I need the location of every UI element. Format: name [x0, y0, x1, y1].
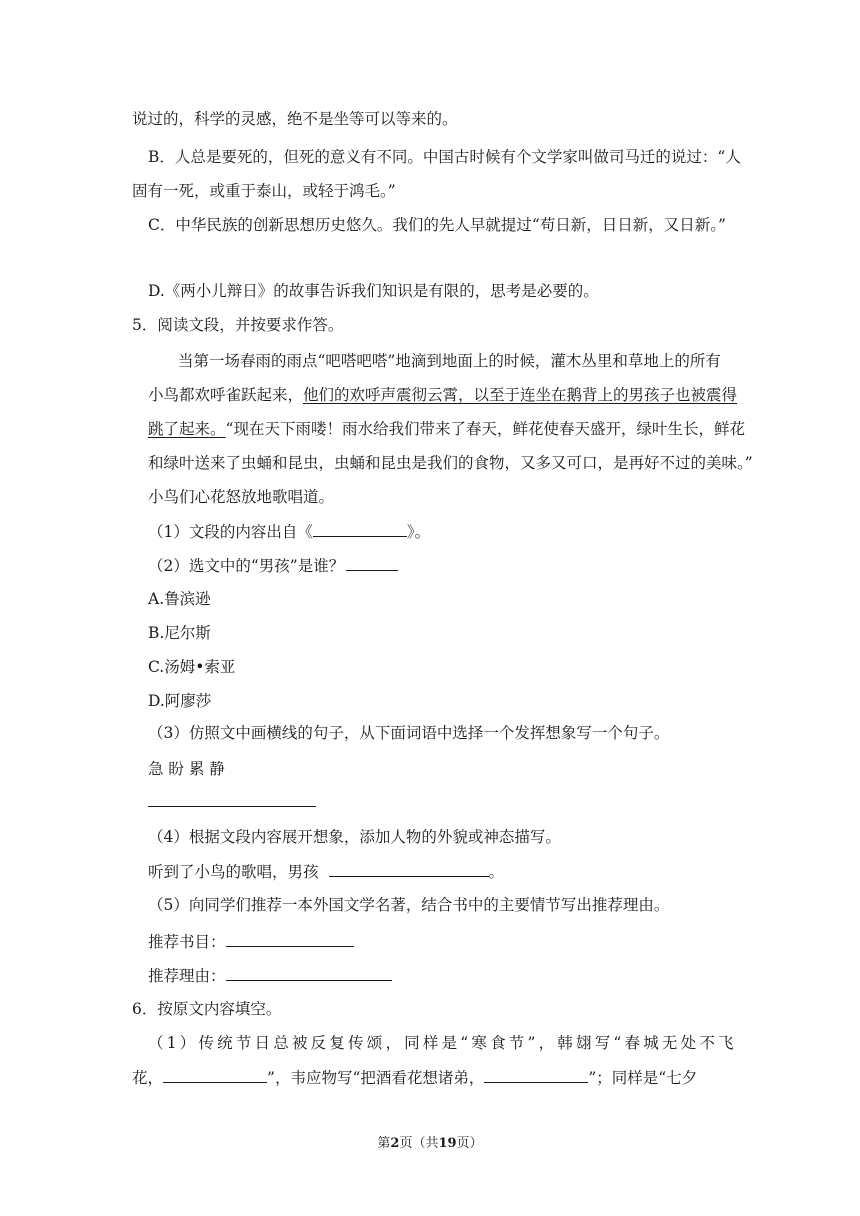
option-c: C.汤姆•索亚: [148, 658, 236, 676]
passage-line-5: 小鸟们心花怒放地歌唱道。: [148, 488, 335, 506]
reason-recommendation: [148, 964, 392, 987]
reason-label: 推荐理由：: [148, 967, 226, 985]
underlined-sentence: 他们的欢呼声震彻云霄，以至于连坐在鹅背上的男孩子也被震得: [303, 386, 738, 404]
q4-option-d: D.《两小儿辩日》的故事告诉我们知识是有限的，思考是必要的。: [148, 282, 599, 300]
page-footer: [0, 1134, 860, 1154]
q4-option-c: C．中华民族的创新思想历史悠久。我们的先人早就提过“苟日新，日日新，又日新。”: [148, 216, 726, 234]
sub1-prefix: （1）文段的内容出自《: [148, 523, 313, 541]
sub4-prompt-text: 听到了小鸟的歌唱，男孩: [148, 863, 319, 881]
q4-option-b-line1: B．人总是要死的，但死的意义有不同。中国古时候有个文学家叫做司马迁的说过：“人: [148, 148, 741, 166]
passage-line-4: 和绿叶送来了虫蛹和昆虫，虫蛹和昆虫是我们的食物，又多又可口，是再好不过的美味。”: [148, 454, 753, 472]
reason-blank[interactable]: [226, 964, 392, 981]
q5-sub5: （5）向同学们推荐一本外国文学名著，结合书中的主要情节写出推荐理由。: [148, 896, 670, 914]
q6-line-2: [132, 1066, 697, 1089]
q5-sub2: [148, 554, 398, 577]
q6-text-a: 花，: [132, 1069, 164, 1087]
page-number: 2: [390, 1136, 400, 1151]
footer-prefix: 第: [377, 1136, 391, 1151]
q6-line-1: （1）传统节日总被反复传颂，同样是“寒食节”，韩翃写“春城无处不飞: [148, 1034, 737, 1052]
option-b: B.尼尔斯: [148, 624, 211, 642]
book-blank[interactable]: [226, 930, 354, 947]
q5-sub4-prompt: [148, 860, 504, 883]
book-recommendation: [148, 930, 354, 953]
description-blank[interactable]: [329, 860, 489, 877]
passage-line-1: 当第一场春雨的雨点“吧嗒吧嗒”地滴到地面上的时候，灌木丛里和草地上的所有: [178, 352, 721, 370]
underlined-sentence-end: 跳了起来。: [148, 420, 226, 438]
passage-text: “现在天下雨喽！雨水给我们带来了春天，鲜花使春天盛开，绿叶生长，鲜花: [225, 420, 745, 438]
q4-option-b-line2: 固有一死，或重于泰山，或轻于鸿毛。”: [132, 182, 396, 200]
poem-blank-1[interactable]: [163, 1066, 267, 1083]
sub1-suffix: 》。: [406, 523, 431, 541]
q5-heading: 5．阅读文段，并按要求作答。: [132, 316, 344, 334]
book-label: 推荐书目：: [148, 933, 226, 951]
q6-text-c: ”；同样是“七夕: [588, 1069, 698, 1087]
passage-text: 小鸟都欢呼雀跃起来，: [148, 386, 304, 404]
footer-middle: 页（共: [399, 1136, 439, 1151]
q4-option-a-tail: 说过的，科学的灵感，绝不是坐等可以等来的。: [132, 110, 458, 128]
passage-line-3: [148, 418, 745, 440]
answer-blank[interactable]: [346, 554, 398, 571]
footer-suffix: 页）: [456, 1136, 483, 1151]
poem-blank-2[interactable]: [484, 1066, 588, 1083]
sub2-question: （2）选文中的“男孩”是谁？: [148, 557, 345, 575]
sub4-end: 。: [488, 863, 505, 881]
q6-heading: 6．按原文内容填空。: [132, 1000, 282, 1018]
passage-line-2: [148, 384, 737, 406]
q5-sub3: （3）仿照文中画横线的句子，从下面词语中选择一个发挥想象写一个句子。: [148, 724, 670, 742]
sentence-answer-line[interactable]: [148, 806, 316, 807]
word-choices: 急 盼 累 静: [148, 760, 225, 778]
option-a: A.鲁滨逊: [148, 590, 211, 608]
q5-sub1: [148, 520, 430, 543]
total-pages: 19: [438, 1136, 457, 1151]
option-d: D.阿廖莎: [148, 692, 212, 710]
q6-text-b: ”，韦应物写“把酒看花想诸弟，: [267, 1069, 485, 1087]
q5-sub4: （4）根据文段内容展开想象，添加人物的外貌或神态描写。: [148, 828, 561, 846]
book-title-blank[interactable]: [313, 520, 407, 537]
